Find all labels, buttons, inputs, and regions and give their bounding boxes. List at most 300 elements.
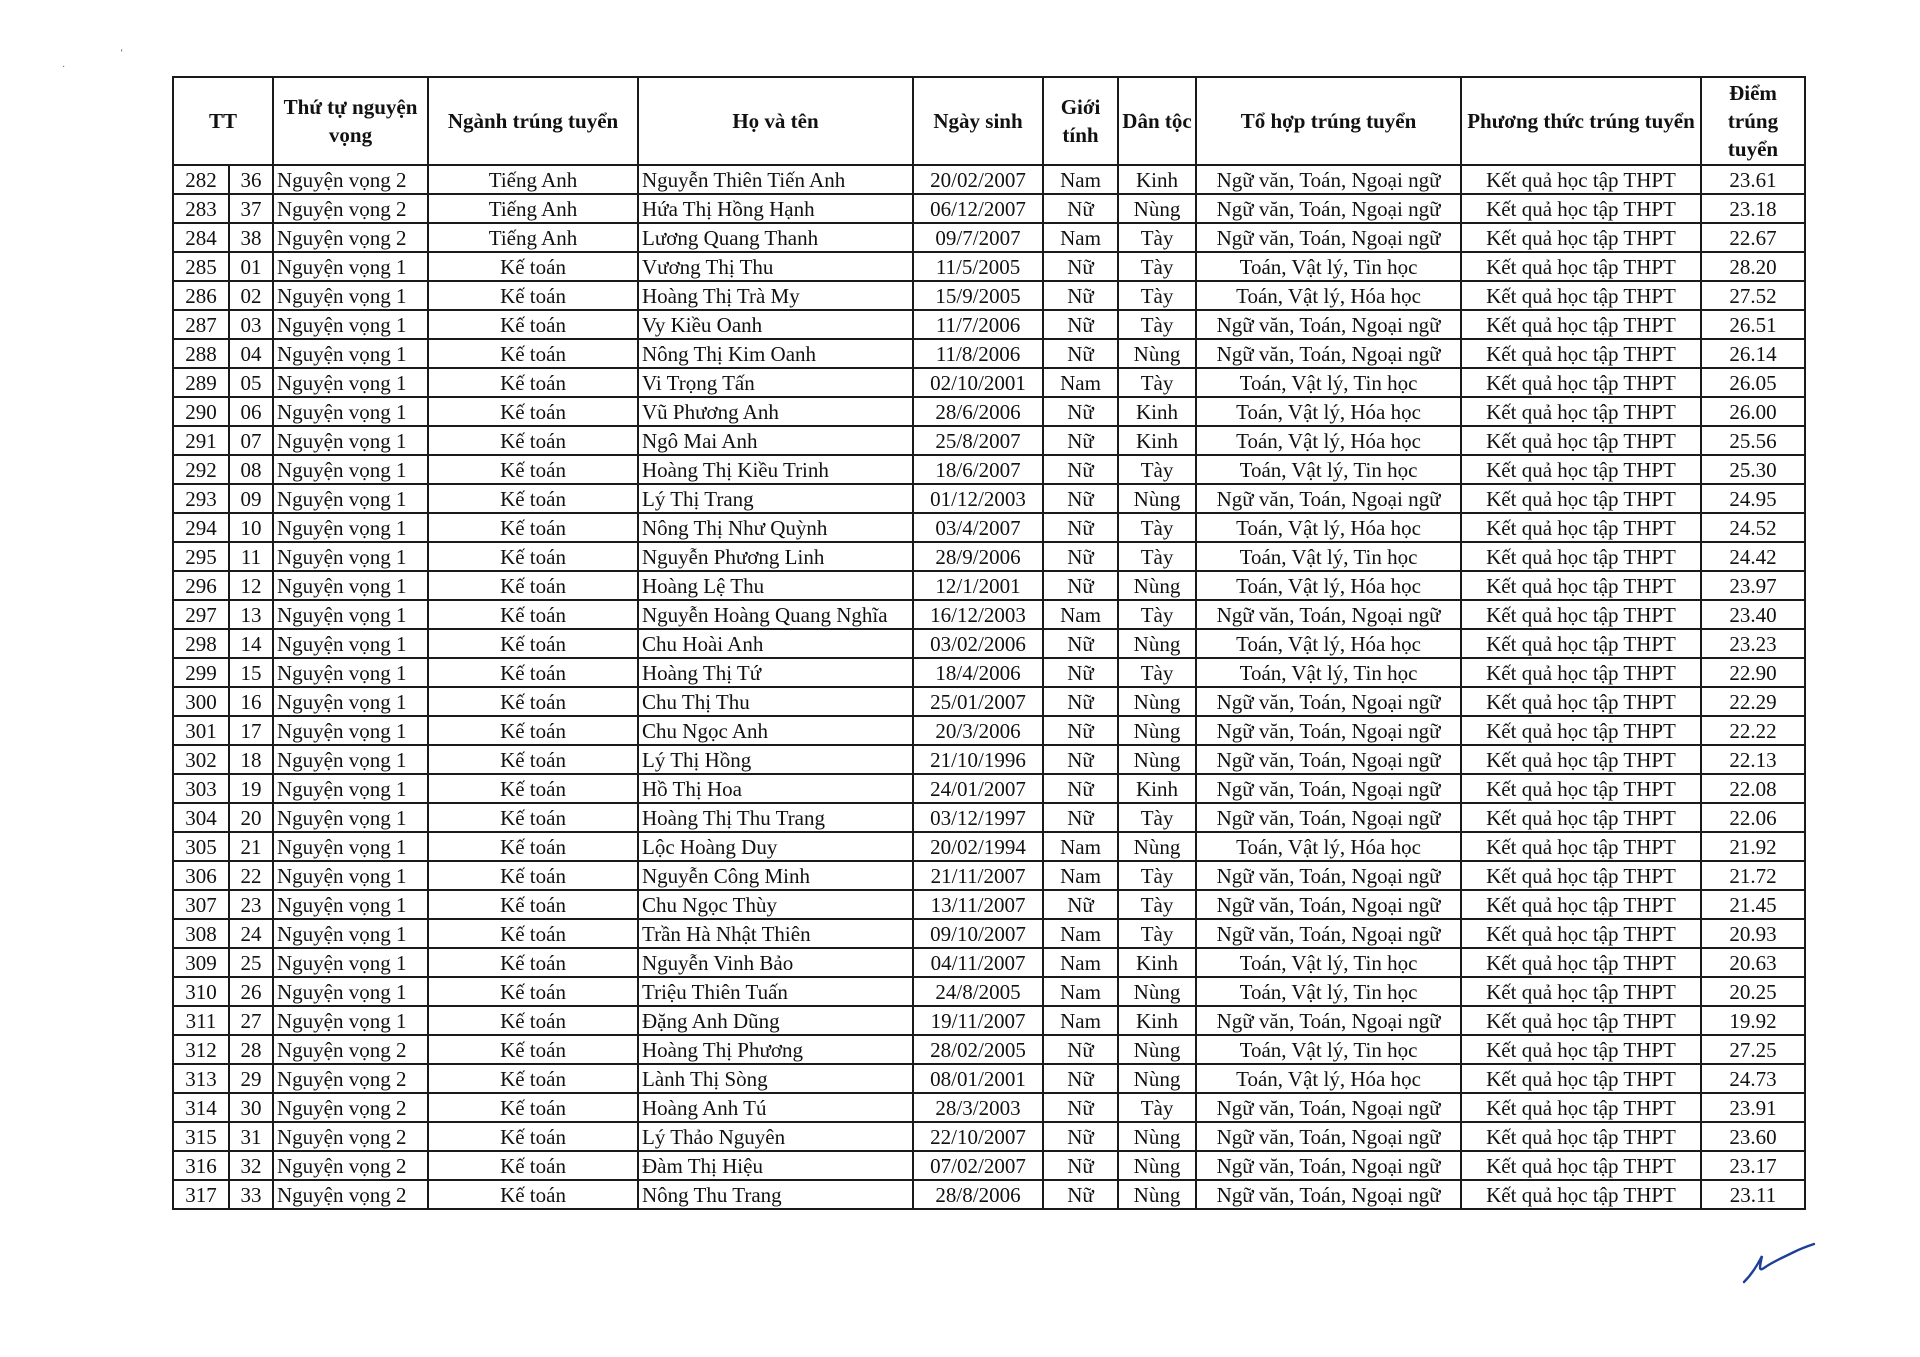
cell-nganh: Kế toán bbox=[428, 281, 638, 310]
cell-thu-tu-nguyen-vong: Nguyện vọng 1 bbox=[273, 919, 428, 948]
cell-so-thu-tu: 17 bbox=[229, 716, 273, 745]
cell-to-hop: Ngữ văn, Toán, Ngoại ngữ bbox=[1196, 774, 1461, 803]
cell-ho-ten: Nông Thị Như Quỳnh bbox=[638, 513, 913, 542]
cell-diem: 23.91 bbox=[1701, 1093, 1805, 1122]
cell-thu-tu-nguyen-vong: Nguyện vọng 1 bbox=[273, 890, 428, 919]
cell-tt: 301 bbox=[173, 716, 229, 745]
table-row bbox=[173, 1006, 1805, 1035]
cell-gioi-tinh: Nữ bbox=[1043, 658, 1118, 687]
cell-so-thu-tu: 33 bbox=[229, 1180, 273, 1209]
cell-thu-tu-nguyen-vong: Nguyện vọng 2 bbox=[273, 1122, 428, 1151]
cell-ho-ten: Trần Hà Nhật Thiên bbox=[638, 919, 913, 948]
cell-tt: 294 bbox=[173, 513, 229, 542]
cell-diem: 28.20 bbox=[1701, 252, 1805, 281]
cell-thu-tu-nguyen-vong: Nguyện vọng 2 bbox=[273, 1180, 428, 1209]
cell-to-hop: Ngữ văn, Toán, Ngoại ngữ bbox=[1196, 484, 1461, 513]
cell-ho-ten: Lộc Hoàng Duy bbox=[638, 832, 913, 861]
cell-gioi-tinh: Nữ bbox=[1043, 571, 1118, 600]
table-row bbox=[173, 484, 1805, 513]
cell-dan-toc: Nùng bbox=[1118, 339, 1196, 368]
cell-diem: 21.92 bbox=[1701, 832, 1805, 861]
cell-gioi-tinh: Nữ bbox=[1043, 339, 1118, 368]
cell-thu-tu-nguyen-vong: Nguyện vọng 1 bbox=[273, 281, 428, 310]
cell-ngay-sinh: 28/02/2005 bbox=[913, 1035, 1043, 1064]
cell-ho-ten: Vương Thị Thu bbox=[638, 252, 913, 281]
cell-nganh: Kế toán bbox=[428, 1035, 638, 1064]
table-row bbox=[173, 745, 1805, 774]
cell-gioi-tinh: Nam bbox=[1043, 368, 1118, 397]
cell-so-thu-tu: 24 bbox=[229, 919, 273, 948]
cell-ngay-sinh: 22/10/2007 bbox=[913, 1122, 1043, 1151]
cell-ho-ten: Hồ Thị Hoa bbox=[638, 774, 913, 803]
cell-ho-ten: Hoàng Anh Tú bbox=[638, 1093, 913, 1122]
cell-gioi-tinh: Nữ bbox=[1043, 310, 1118, 339]
cell-ngay-sinh: 28/3/2003 bbox=[913, 1093, 1043, 1122]
table-row bbox=[173, 513, 1805, 542]
cell-ngay-sinh: 12/1/2001 bbox=[913, 571, 1043, 600]
cell-phuong-thuc: Kết quả học tập THPT bbox=[1461, 339, 1701, 368]
cell-phuong-thuc: Kết quả học tập THPT bbox=[1461, 310, 1701, 339]
cell-ho-ten: Chu Thị Thu bbox=[638, 687, 913, 716]
cell-ngay-sinh: 25/01/2007 bbox=[913, 687, 1043, 716]
cell-phuong-thuc: Kết quả học tập THPT bbox=[1461, 919, 1701, 948]
cell-diem: 23.61 bbox=[1701, 165, 1805, 194]
cell-dan-toc: Nùng bbox=[1118, 716, 1196, 745]
table-row bbox=[173, 1151, 1805, 1180]
cell-dan-toc: Nùng bbox=[1118, 1151, 1196, 1180]
cell-thu-tu-nguyen-vong: Nguyện vọng 1 bbox=[273, 977, 428, 1006]
cell-nganh: Kế toán bbox=[428, 542, 638, 571]
cell-phuong-thuc: Kết quả học tập THPT bbox=[1461, 1064, 1701, 1093]
cell-thu-tu-nguyen-vong: Nguyện vọng 1 bbox=[273, 832, 428, 861]
cell-gioi-tinh: Nữ bbox=[1043, 513, 1118, 542]
cell-thu-tu-nguyen-vong: Nguyện vọng 2 bbox=[273, 1064, 428, 1093]
cell-dan-toc: Nùng bbox=[1118, 977, 1196, 1006]
cell-ho-ten: Nguyễn Phương Linh bbox=[638, 542, 913, 571]
table-row bbox=[173, 1122, 1805, 1151]
cell-to-hop: Ngữ văn, Toán, Ngoại ngữ bbox=[1196, 890, 1461, 919]
cell-phuong-thuc: Kết quả học tập THPT bbox=[1461, 194, 1701, 223]
cell-so-thu-tu: 01 bbox=[229, 252, 273, 281]
header-phuong-thuc-trung-tuyen: Phương thức trúng tuyển bbox=[1461, 77, 1701, 165]
table-row bbox=[173, 426, 1805, 455]
cell-phuong-thuc: Kết quả học tập THPT bbox=[1461, 542, 1701, 571]
cell-to-hop: Ngữ văn, Toán, Ngoại ngữ bbox=[1196, 716, 1461, 745]
cell-so-thu-tu: 32 bbox=[229, 1151, 273, 1180]
cell-tt: 302 bbox=[173, 745, 229, 774]
cell-ho-ten: Chu Ngọc Anh bbox=[638, 716, 913, 745]
cell-nganh: Kế toán bbox=[428, 368, 638, 397]
cell-dan-toc: Tày bbox=[1118, 1093, 1196, 1122]
cell-dan-toc: Tày bbox=[1118, 455, 1196, 484]
cell-ngay-sinh: 03/02/2006 bbox=[913, 629, 1043, 658]
cell-tt: 315 bbox=[173, 1122, 229, 1151]
cell-phuong-thuc: Kết quả học tập THPT bbox=[1461, 455, 1701, 484]
cell-dan-toc: Nùng bbox=[1118, 687, 1196, 716]
cell-gioi-tinh: Nữ bbox=[1043, 774, 1118, 803]
cell-thu-tu-nguyen-vong: Nguyện vọng 1 bbox=[273, 803, 428, 832]
cell-tt: 312 bbox=[173, 1035, 229, 1064]
cell-phuong-thuc: Kết quả học tập THPT bbox=[1461, 571, 1701, 600]
cell-ngay-sinh: 25/8/2007 bbox=[913, 426, 1043, 455]
cell-phuong-thuc: Kết quả học tập THPT bbox=[1461, 1035, 1701, 1064]
cell-gioi-tinh: Nữ bbox=[1043, 1122, 1118, 1151]
cell-nganh: Kế toán bbox=[428, 948, 638, 977]
cell-ho-ten: Vũ Phương Anh bbox=[638, 397, 913, 426]
cell-tt: 288 bbox=[173, 339, 229, 368]
table-row bbox=[173, 1035, 1805, 1064]
table-row bbox=[173, 194, 1805, 223]
cell-dan-toc: Nùng bbox=[1118, 1122, 1196, 1151]
table-row bbox=[173, 368, 1805, 397]
cell-gioi-tinh: Nữ bbox=[1043, 252, 1118, 281]
cell-to-hop: Ngữ văn, Toán, Ngoại ngữ bbox=[1196, 861, 1461, 890]
cell-tt: 297 bbox=[173, 600, 229, 629]
cell-nganh: Kế toán bbox=[428, 339, 638, 368]
cell-gioi-tinh: Nam bbox=[1043, 861, 1118, 890]
cell-ho-ten: Lý Thị Trang bbox=[638, 484, 913, 513]
cell-gioi-tinh: Nam bbox=[1043, 919, 1118, 948]
cell-so-thu-tu: 30 bbox=[229, 1093, 273, 1122]
cell-phuong-thuc: Kết quả học tập THPT bbox=[1461, 1093, 1701, 1122]
cell-gioi-tinh: Nữ bbox=[1043, 484, 1118, 513]
cell-nganh: Kế toán bbox=[428, 1064, 638, 1093]
cell-thu-tu-nguyen-vong: Nguyện vọng 1 bbox=[273, 716, 428, 745]
cell-ho-ten: Đặng Anh Dũng bbox=[638, 1006, 913, 1035]
cell-dan-toc: Tày bbox=[1118, 281, 1196, 310]
cell-diem: 23.11 bbox=[1701, 1180, 1805, 1209]
cell-phuong-thuc: Kết quả học tập THPT bbox=[1461, 281, 1701, 310]
cell-diem: 22.08 bbox=[1701, 774, 1805, 803]
scan-artifact-mark: ‘ bbox=[120, 48, 124, 59]
cell-diem: 21.45 bbox=[1701, 890, 1805, 919]
cell-phuong-thuc: Kết quả học tập THPT bbox=[1461, 368, 1701, 397]
table-row bbox=[173, 223, 1805, 252]
table-row bbox=[173, 716, 1805, 745]
cell-so-thu-tu: 15 bbox=[229, 658, 273, 687]
cell-diem: 19.92 bbox=[1701, 1006, 1805, 1035]
cell-phuong-thuc: Kết quả học tập THPT bbox=[1461, 165, 1701, 194]
cell-phuong-thuc: Kết quả học tập THPT bbox=[1461, 600, 1701, 629]
cell-tt: 303 bbox=[173, 774, 229, 803]
cell-tt: 309 bbox=[173, 948, 229, 977]
header-to-hop-trung-tuyen: Tổ hợp trúng tuyển bbox=[1196, 77, 1461, 165]
cell-to-hop: Ngữ văn, Toán, Ngoại ngữ bbox=[1196, 223, 1461, 252]
cell-so-thu-tu: 25 bbox=[229, 948, 273, 977]
cell-ho-ten: Triệu Thiên Tuấn bbox=[638, 977, 913, 1006]
cell-thu-tu-nguyen-vong: Nguyện vọng 1 bbox=[273, 484, 428, 513]
cell-phuong-thuc: Kết quả học tập THPT bbox=[1461, 977, 1701, 1006]
cell-thu-tu-nguyen-vong: Nguyện vọng 2 bbox=[273, 223, 428, 252]
cell-nganh: Tiếng Anh bbox=[428, 194, 638, 223]
cell-nganh: Kế toán bbox=[428, 716, 638, 745]
cell-thu-tu-nguyen-vong: Nguyện vọng 1 bbox=[273, 658, 428, 687]
header-ho-va-ten: Họ và tên bbox=[638, 77, 913, 165]
cell-so-thu-tu: 11 bbox=[229, 542, 273, 571]
cell-thu-tu-nguyen-vong: Nguyện vọng 1 bbox=[273, 745, 428, 774]
table-row bbox=[173, 397, 1805, 426]
cell-nganh: Kế toán bbox=[428, 1122, 638, 1151]
cell-phuong-thuc: Kết quả học tập THPT bbox=[1461, 1006, 1701, 1035]
cell-ngay-sinh: 11/5/2005 bbox=[913, 252, 1043, 281]
cell-gioi-tinh: Nam bbox=[1043, 223, 1118, 252]
cell-gioi-tinh: Nữ bbox=[1043, 803, 1118, 832]
cell-ho-ten: Vy Kiều Oanh bbox=[638, 310, 913, 339]
cell-ngay-sinh: 28/6/2006 bbox=[913, 397, 1043, 426]
cell-so-thu-tu: 38 bbox=[229, 223, 273, 252]
cell-to-hop: Ngữ văn, Toán, Ngoại ngữ bbox=[1196, 165, 1461, 194]
cell-nganh: Kế toán bbox=[428, 745, 638, 774]
cell-ho-ten: Nguyễn Thiên Tiến Anh bbox=[638, 165, 913, 194]
cell-nganh: Kế toán bbox=[428, 397, 638, 426]
cell-dan-toc: Tày bbox=[1118, 223, 1196, 252]
table-row bbox=[173, 977, 1805, 1006]
cell-dan-toc: Kinh bbox=[1118, 426, 1196, 455]
cell-nganh: Kế toán bbox=[428, 977, 638, 1006]
cell-so-thu-tu: 18 bbox=[229, 745, 273, 774]
cell-tt: 293 bbox=[173, 484, 229, 513]
cell-tt: 314 bbox=[173, 1093, 229, 1122]
cell-tt: 295 bbox=[173, 542, 229, 571]
cell-ngay-sinh: 03/4/2007 bbox=[913, 513, 1043, 542]
cell-tt: 286 bbox=[173, 281, 229, 310]
cell-so-thu-tu: 03 bbox=[229, 310, 273, 339]
cell-nganh: Tiếng Anh bbox=[428, 223, 638, 252]
cell-diem: 26.51 bbox=[1701, 310, 1805, 339]
cell-dan-toc: Kinh bbox=[1118, 774, 1196, 803]
cell-ho-ten: Chu Hoài Anh bbox=[638, 629, 913, 658]
cell-nganh: Kế toán bbox=[428, 455, 638, 484]
cell-tt: 307 bbox=[173, 890, 229, 919]
cell-gioi-tinh: Nữ bbox=[1043, 687, 1118, 716]
cell-diem: 26.05 bbox=[1701, 368, 1805, 397]
cell-ho-ten: Vi Trọng Tấn bbox=[638, 368, 913, 397]
cell-diem: 20.93 bbox=[1701, 919, 1805, 948]
cell-so-thu-tu: 16 bbox=[229, 687, 273, 716]
cell-thu-tu-nguyen-vong: Nguyện vọng 1 bbox=[273, 774, 428, 803]
cell-ngay-sinh: 20/02/2007 bbox=[913, 165, 1043, 194]
cell-gioi-tinh: Nữ bbox=[1043, 455, 1118, 484]
cell-thu-tu-nguyen-vong: Nguyện vọng 1 bbox=[273, 397, 428, 426]
table-row bbox=[173, 1093, 1805, 1122]
cell-gioi-tinh: Nam bbox=[1043, 832, 1118, 861]
cell-tt: 285 bbox=[173, 252, 229, 281]
cell-ngay-sinh: 28/8/2006 bbox=[913, 1180, 1043, 1209]
cell-dan-toc: Tày bbox=[1118, 803, 1196, 832]
cell-tt: 287 bbox=[173, 310, 229, 339]
header-ngay-sinh: Ngày sinh bbox=[913, 77, 1043, 165]
cell-phuong-thuc: Kết quả học tập THPT bbox=[1461, 426, 1701, 455]
table-row bbox=[173, 455, 1805, 484]
cell-ngay-sinh: 09/7/2007 bbox=[913, 223, 1043, 252]
cell-gioi-tinh: Nam bbox=[1043, 977, 1118, 1006]
cell-tt: 283 bbox=[173, 194, 229, 223]
cell-thu-tu-nguyen-vong: Nguyện vọng 2 bbox=[273, 1151, 428, 1180]
cell-dan-toc: Tày bbox=[1118, 310, 1196, 339]
cell-gioi-tinh: Nữ bbox=[1043, 281, 1118, 310]
cell-tt: 282 bbox=[173, 165, 229, 194]
cell-dan-toc: Nùng bbox=[1118, 484, 1196, 513]
cell-diem: 20.63 bbox=[1701, 948, 1805, 977]
cell-to-hop: Ngữ văn, Toán, Ngoại ngữ bbox=[1196, 803, 1461, 832]
cell-gioi-tinh: Nữ bbox=[1043, 426, 1118, 455]
cell-ngay-sinh: 01/12/2003 bbox=[913, 484, 1043, 513]
cell-diem: 24.52 bbox=[1701, 513, 1805, 542]
cell-ho-ten: Hoàng Thị Thu Trang bbox=[638, 803, 913, 832]
cell-nganh: Kế toán bbox=[428, 861, 638, 890]
cell-dan-toc: Tày bbox=[1118, 600, 1196, 629]
cell-dan-toc: Nùng bbox=[1118, 571, 1196, 600]
cell-ngay-sinh: 11/7/2006 bbox=[913, 310, 1043, 339]
cell-ngay-sinh: 20/3/2006 bbox=[913, 716, 1043, 745]
cell-dan-toc: Nùng bbox=[1118, 194, 1196, 223]
header-gioi-tinh: Giới tính bbox=[1043, 77, 1118, 165]
cell-ho-ten: Hoàng Lệ Thu bbox=[638, 571, 913, 600]
cell-to-hop: Toán, Vật lý, Hóa học bbox=[1196, 281, 1461, 310]
cell-so-thu-tu: 28 bbox=[229, 1035, 273, 1064]
cell-to-hop: Toán, Vật lý, Hóa học bbox=[1196, 397, 1461, 426]
cell-to-hop: Ngữ văn, Toán, Ngoại ngữ bbox=[1196, 745, 1461, 774]
cell-so-thu-tu: 14 bbox=[229, 629, 273, 658]
cell-ngay-sinh: 11/8/2006 bbox=[913, 339, 1043, 368]
cell-ngay-sinh: 13/11/2007 bbox=[913, 890, 1043, 919]
cell-so-thu-tu: 36 bbox=[229, 165, 273, 194]
cell-to-hop: Ngữ văn, Toán, Ngoại ngữ bbox=[1196, 1006, 1461, 1035]
cell-phuong-thuc: Kết quả học tập THPT bbox=[1461, 803, 1701, 832]
table-row bbox=[173, 1064, 1805, 1093]
cell-so-thu-tu: 22 bbox=[229, 861, 273, 890]
cell-thu-tu-nguyen-vong: Nguyện vọng 2 bbox=[273, 1093, 428, 1122]
cell-tt: 300 bbox=[173, 687, 229, 716]
table-header-row bbox=[173, 77, 1805, 165]
cell-ngay-sinh: 15/9/2005 bbox=[913, 281, 1043, 310]
cell-diem: 22.67 bbox=[1701, 223, 1805, 252]
table-row bbox=[173, 832, 1805, 861]
cell-ho-ten: Hoàng Thị Tứ bbox=[638, 658, 913, 687]
cell-phuong-thuc: Kết quả học tập THPT bbox=[1461, 629, 1701, 658]
cell-thu-tu-nguyen-vong: Nguyện vọng 1 bbox=[273, 571, 428, 600]
cell-dan-toc: Nùng bbox=[1118, 1180, 1196, 1209]
cell-tt: 316 bbox=[173, 1151, 229, 1180]
cell-ho-ten: Hoàng Thị Kiều Trinh bbox=[638, 455, 913, 484]
table-row bbox=[173, 571, 1805, 600]
cell-to-hop: Ngữ văn, Toán, Ngoại ngữ bbox=[1196, 1151, 1461, 1180]
cell-so-thu-tu: 07 bbox=[229, 426, 273, 455]
cell-ho-ten: Lý Thảo Nguyên bbox=[638, 1122, 913, 1151]
header-diem-trung-tuyen: Điểm trúng tuyển bbox=[1701, 77, 1805, 165]
table-row bbox=[173, 339, 1805, 368]
cell-nganh: Kế toán bbox=[428, 890, 638, 919]
cell-ngay-sinh: 21/11/2007 bbox=[913, 861, 1043, 890]
cell-tt: 304 bbox=[173, 803, 229, 832]
cell-ho-ten: Hoàng Thị Phương bbox=[638, 1035, 913, 1064]
cell-dan-toc: Tày bbox=[1118, 368, 1196, 397]
cell-to-hop: Ngữ văn, Toán, Ngoại ngữ bbox=[1196, 919, 1461, 948]
cell-so-thu-tu: 19 bbox=[229, 774, 273, 803]
scan-artifact-dot: · bbox=[62, 62, 66, 73]
table-row bbox=[173, 600, 1805, 629]
cell-ho-ten: Nông Thị Kim Oanh bbox=[638, 339, 913, 368]
cell-gioi-tinh: Nữ bbox=[1043, 1093, 1118, 1122]
header-nganh-trung-tuyen: Ngành trúng tuyển bbox=[428, 77, 638, 165]
table-row bbox=[173, 165, 1805, 194]
cell-tt: 284 bbox=[173, 223, 229, 252]
table-row bbox=[173, 629, 1805, 658]
cell-so-thu-tu: 06 bbox=[229, 397, 273, 426]
cell-so-thu-tu: 04 bbox=[229, 339, 273, 368]
table-row bbox=[173, 310, 1805, 339]
cell-nganh: Kế toán bbox=[428, 252, 638, 281]
cell-so-thu-tu: 27 bbox=[229, 1006, 273, 1035]
cell-ngay-sinh: 18/6/2007 bbox=[913, 455, 1043, 484]
cell-diem: 23.40 bbox=[1701, 600, 1805, 629]
cell-tt: 292 bbox=[173, 455, 229, 484]
table-row bbox=[173, 281, 1805, 310]
cell-ngay-sinh: 24/01/2007 bbox=[913, 774, 1043, 803]
cell-nganh: Kế toán bbox=[428, 1093, 638, 1122]
cell-diem: 22.29 bbox=[1701, 687, 1805, 716]
cell-gioi-tinh: Nam bbox=[1043, 600, 1118, 629]
cell-gioi-tinh: Nữ bbox=[1043, 1180, 1118, 1209]
cell-so-thu-tu: 31 bbox=[229, 1122, 273, 1151]
cell-nganh: Kế toán bbox=[428, 571, 638, 600]
cell-phuong-thuc: Kết quả học tập THPT bbox=[1461, 1180, 1701, 1209]
cell-gioi-tinh: Nữ bbox=[1043, 716, 1118, 745]
admission-results-table bbox=[172, 76, 1806, 1210]
cell-nganh: Kế toán bbox=[428, 484, 638, 513]
cell-thu-tu-nguyen-vong: Nguyện vọng 1 bbox=[273, 542, 428, 571]
cell-diem: 24.42 bbox=[1701, 542, 1805, 571]
cell-phuong-thuc: Kết quả học tập THPT bbox=[1461, 687, 1701, 716]
cell-nganh: Kế toán bbox=[428, 1151, 638, 1180]
cell-nganh: Kế toán bbox=[428, 658, 638, 687]
cell-ho-ten: Lành Thị Sòng bbox=[638, 1064, 913, 1093]
cell-phuong-thuc: Kết quả học tập THPT bbox=[1461, 1122, 1701, 1151]
cell-dan-toc: Kinh bbox=[1118, 397, 1196, 426]
cell-to-hop: Ngữ văn, Toán, Ngoại ngữ bbox=[1196, 339, 1461, 368]
cell-tt: 308 bbox=[173, 919, 229, 948]
cell-thu-tu-nguyen-vong: Nguyện vọng 2 bbox=[273, 194, 428, 223]
cell-nganh: Tiếng Anh bbox=[428, 165, 638, 194]
cell-dan-toc: Tày bbox=[1118, 919, 1196, 948]
cell-phuong-thuc: Kết quả học tập THPT bbox=[1461, 223, 1701, 252]
cell-gioi-tinh: Nữ bbox=[1043, 1151, 1118, 1180]
cell-gioi-tinh: Nữ bbox=[1043, 629, 1118, 658]
cell-dan-toc: Kinh bbox=[1118, 165, 1196, 194]
cell-thu-tu-nguyen-vong: Nguyện vọng 2 bbox=[273, 165, 428, 194]
cell-phuong-thuc: Kết quả học tập THPT bbox=[1461, 484, 1701, 513]
cell-phuong-thuc: Kết quả học tập THPT bbox=[1461, 774, 1701, 803]
cell-to-hop: Toán, Vật lý, Tin học bbox=[1196, 658, 1461, 687]
table-row bbox=[173, 542, 1805, 571]
cell-diem: 22.90 bbox=[1701, 658, 1805, 687]
cell-ho-ten: Nguyễn Công Minh bbox=[638, 861, 913, 890]
cell-dan-toc: Tày bbox=[1118, 542, 1196, 571]
cell-ngay-sinh: 09/10/2007 bbox=[913, 919, 1043, 948]
cell-to-hop: Ngữ văn, Toán, Ngoại ngữ bbox=[1196, 1093, 1461, 1122]
cell-tt: 311 bbox=[173, 1006, 229, 1035]
cell-so-thu-tu: 12 bbox=[229, 571, 273, 600]
cell-phuong-thuc: Kết quả học tập THPT bbox=[1461, 252, 1701, 281]
cell-thu-tu-nguyen-vong: Nguyện vọng 1 bbox=[273, 310, 428, 339]
cell-phuong-thuc: Kết quả học tập THPT bbox=[1461, 832, 1701, 861]
cell-diem: 23.97 bbox=[1701, 571, 1805, 600]
cell-dan-toc: Tày bbox=[1118, 252, 1196, 281]
cell-so-thu-tu: 23 bbox=[229, 890, 273, 919]
cell-so-thu-tu: 02 bbox=[229, 281, 273, 310]
cell-diem: 23.18 bbox=[1701, 194, 1805, 223]
table-row bbox=[173, 252, 1805, 281]
